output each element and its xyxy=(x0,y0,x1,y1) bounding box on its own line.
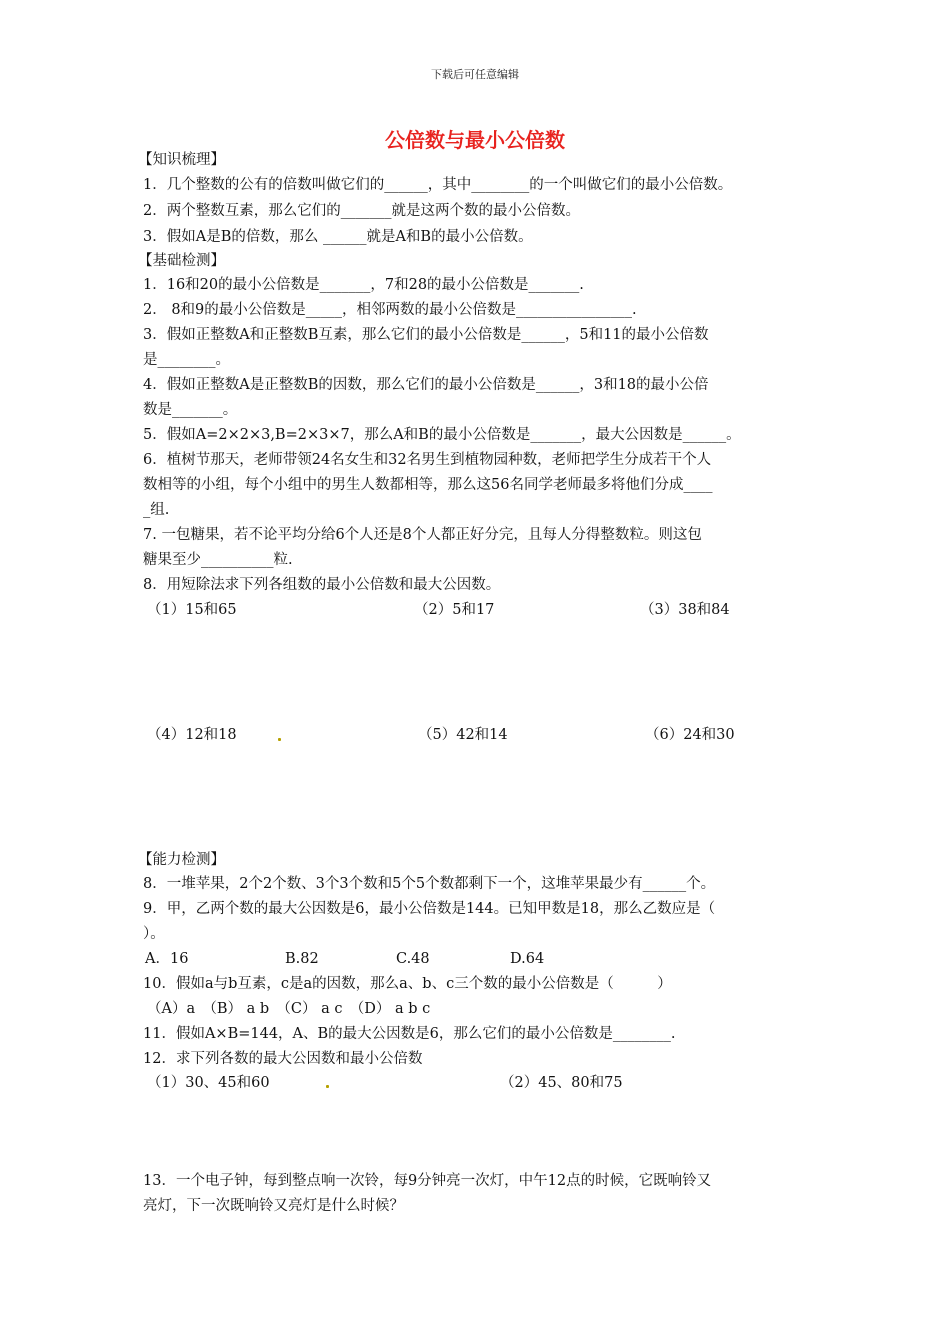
knowledge-item: 3．假如A是B的倍数，那么 ______就是A和B的最小公倍数。 xyxy=(143,229,533,245)
basic-item: 2． 8和9的最小公倍数是_____，相邻两数的最小公倍数是________________. xyxy=(143,302,637,318)
q8-part: （3）38和84 xyxy=(640,602,730,618)
q13-line: 亮灯，下一次既响铃又亮灯是什么时候？ xyxy=(143,1198,404,1214)
basic-item: 7. 一包糖果，若不论平均分给6个人还是8个人都正好分完，且每人分得整数粒。则这包 xyxy=(143,527,702,543)
stray-mark xyxy=(278,738,281,741)
section-ability: 【能力检测】 xyxy=(138,852,225,868)
q8-part: （4）12和18 xyxy=(147,727,237,743)
q8-part: （1）15和65 xyxy=(147,602,237,618)
ability-item: 12．求下列各数的最大公因数和最小公倍数 xyxy=(143,1051,423,1067)
ability-item: ）。 xyxy=(143,926,165,942)
q9-option: C.48 xyxy=(396,951,430,967)
ability-item: （A）a （B） a b （C） a c （D） a b c xyxy=(147,1001,431,1017)
basic-item: 是________。 xyxy=(143,352,230,368)
basic-item: 糖果至少__________粒. xyxy=(143,552,293,568)
basic-item: 3．假如正整数A和正整数B互素，那么它们的最小公倍数是______，5和11的最小公倍数 xyxy=(143,327,709,343)
page-header-note: 下载后可任意编辑 xyxy=(431,68,519,81)
stray-mark xyxy=(326,1085,329,1088)
knowledge-item: 1．几个整数的公有的倍数叫做它们的______，其中________的一个叫做它们的最小公倍数。 xyxy=(143,177,733,193)
basic-item: 8．用短除法求下列各组数的最小公倍数和最大公因数。 xyxy=(143,577,501,593)
basic-item: 4．假如正整数A是正整数B的因数，那么它们的最小公倍数是______，3和18的最小公倍 xyxy=(143,377,709,393)
q9-option: A．16 xyxy=(145,951,189,967)
q9-option: B.82 xyxy=(285,951,319,967)
ability-item: 10．假如a与b互素，c是a的因数，那么a、b、c三个数的最小公倍数是（ ） xyxy=(143,976,672,992)
basic-item: _组. xyxy=(143,502,170,518)
ability-item: 9．甲，乙两个数的最大公因数是6，最小公倍数是144。已知甲数是18，那么乙数应是（ xyxy=(143,901,716,917)
page-title: 公倍数与最小公倍数 xyxy=(385,128,565,152)
section-basic: 【基础检测】 xyxy=(138,253,225,269)
q8-part: （2）5和17 xyxy=(414,602,495,618)
q8-part: （6）24和30 xyxy=(645,727,735,743)
knowledge-item: 2．两个整数互素，那么它们的_______就是这两个数的最小公倍数。 xyxy=(143,203,580,219)
section-knowledge: 【知识梳理】 xyxy=(138,152,225,168)
q9-option: D.64 xyxy=(510,951,545,967)
basic-item: 数相等的小组，每个小组中的男生人数都相等，那么这56名同学老师最多将他们分成____ xyxy=(143,477,713,493)
q12-part: （1）30、45和60 xyxy=(147,1075,270,1091)
q13-line: 13．一个电子钟，每到整点响一次铃，每9分钟亮一次灯，中午12点的时候，它既响铃又 xyxy=(143,1173,712,1189)
q12-part: （2）45、80和75 xyxy=(500,1075,623,1091)
basic-item: 5．假如A=2×2×3,B=2×3×7，那么A和B的最小公倍数是_______，最大公因数是______。 xyxy=(143,427,741,443)
q8-part: （5）42和14 xyxy=(418,727,508,743)
ability-item: 8．一堆苹果，2个2个数、3个3个数和5个5个数都剩下一个，这堆苹果最少有______个。 xyxy=(143,876,716,892)
ability-item: 11．假如A×B=144，A、B的最大公因数是6，那么它们的最小公倍数是________. xyxy=(143,1026,676,1042)
basic-item: 数是_______。 xyxy=(143,402,238,418)
basic-item: 1．16和20的最小公倍数是_______，7和28的最小公倍数是_______. xyxy=(143,277,584,293)
basic-item: 6．植树节那天，老师带领24名女生和32名男生到植物园种数，老师把学生分成若干个人 xyxy=(143,452,712,468)
